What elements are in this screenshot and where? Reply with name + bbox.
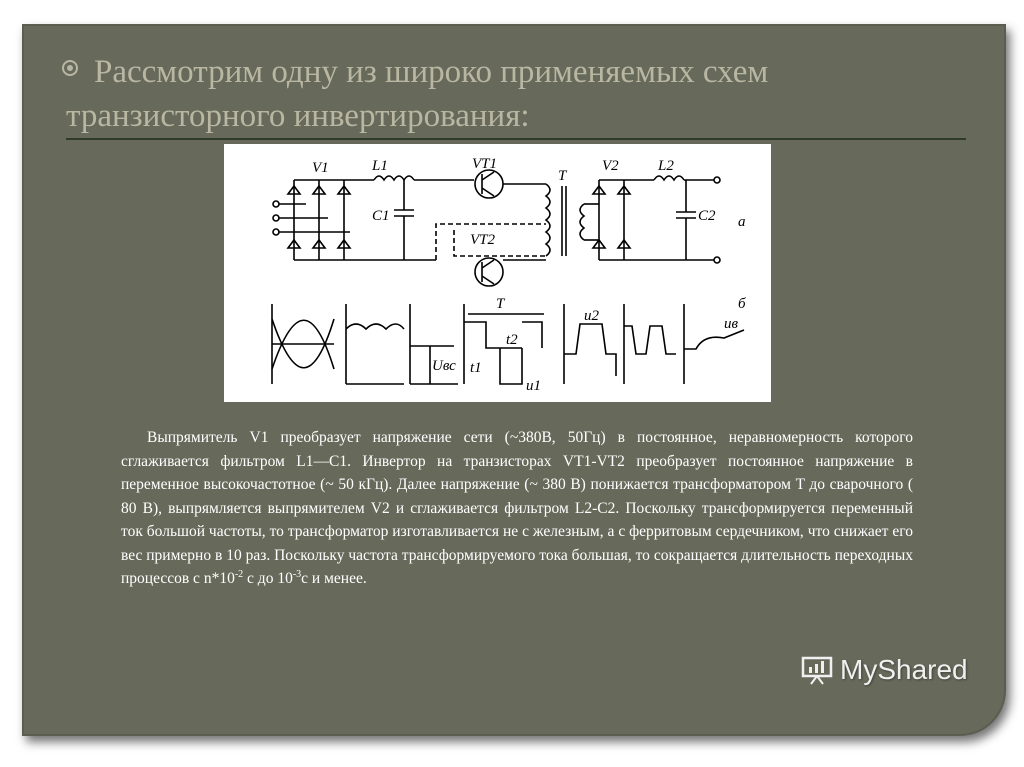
slide	[22, 24, 1006, 736]
slide-title: Рассмотрим одну из широко применяемых схем транзисторного инвертирования:	[66, 54, 769, 134]
presentation-icon	[800, 655, 834, 685]
label-a: а	[738, 214, 746, 230]
label-vt2: VT2	[470, 232, 496, 248]
label-c2: C2	[698, 208, 716, 224]
label-t: T	[558, 168, 567, 184]
label-period-T: T	[496, 296, 505, 312]
label-t1: t1	[470, 360, 482, 376]
label-l1: L1	[372, 158, 388, 174]
body-paragraph: Выпрямитель V1 преобразует напряжение сети (~380В, 50Гц) в постоянное, неравномерность которого сглаживается фильтром L1—C1. Инвертор на транзисторах VT1-VT2 преобразует постоянное напряжение в переменное высокочастотное (~ 50 кГц). Далее напряжение (~ 380 В) понижается трансформатором T до сварочного ( 80 В), выпрямляется выпрямителем V2 и сглаживается фильтром L2-C2. Поскольку трансформируется переменный ток большой частоты, то трансформатор изготавливается не с железным, а с ферритовым сердечником, что снижает его вес примерно в 10 раз. Поскольку частота трансформируемого тока большая, то сокращается длительность переходных процессов с $n*10^{-2}$ с до $10^{-3}с$ и менее.	[121, 429, 913, 587]
label-c1: C1	[372, 208, 390, 224]
circuit-diagram	[224, 144, 771, 402]
label-u2: u2	[584, 308, 599, 324]
label-u1: u1	[526, 378, 541, 394]
label-vt1: VT1	[472, 156, 498, 172]
label-v2: V2	[602, 158, 619, 174]
watermark-text: MyShared	[840, 654, 968, 685]
label-uv: uв	[724, 316, 739, 332]
label-v1: V1	[312, 160, 329, 176]
label-b: б	[738, 296, 746, 312]
label-t2: t2	[506, 332, 518, 348]
label-uvs: Uвс	[432, 358, 456, 374]
label-l2: L2	[658, 158, 674, 174]
title-divider	[66, 138, 966, 140]
circuit-figure	[224, 144, 771, 402]
myshared-watermark	[800, 652, 968, 688]
